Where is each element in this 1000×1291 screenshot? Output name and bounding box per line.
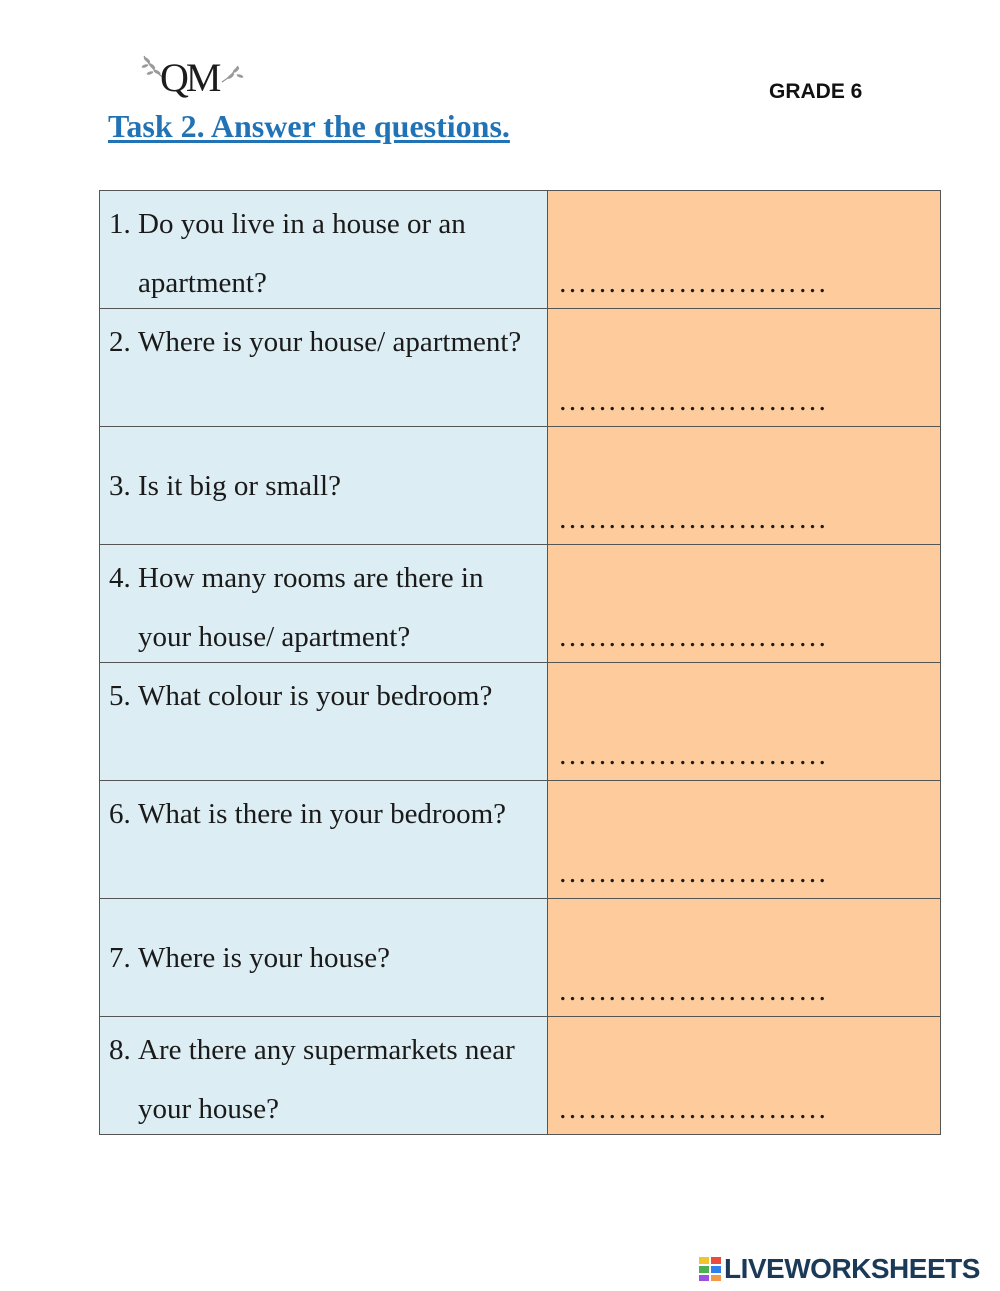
answer-cell[interactable] <box>548 309 941 427</box>
task-title: Task 2. Answer the questions. <box>108 108 510 144</box>
answer-cell[interactable] <box>548 427 941 545</box>
question-text: Are there any supermarkets near your house? <box>138 1034 515 1125</box>
logo-text: QM <box>160 55 219 100</box>
question-cell <box>100 663 548 781</box>
answer-blank[interactable]: ……………………… <box>558 503 828 535</box>
answer-blank[interactable]: ……………………… <box>558 975 828 1007</box>
table-row <box>100 899 941 1017</box>
table-row <box>100 663 941 781</box>
questions-table <box>99 190 941 1135</box>
table-row <box>100 545 941 663</box>
question-number: 7. <box>109 942 131 974</box>
table-row <box>100 191 941 309</box>
table-row <box>100 427 941 545</box>
question-number: 6. <box>109 798 131 830</box>
answer-blank[interactable]: ……………………… <box>558 857 828 889</box>
question-number: 3. <box>109 470 131 502</box>
answer-cell[interactable] <box>548 191 941 309</box>
question-number: 1. <box>109 208 131 240</box>
answer-cell[interactable] <box>548 781 941 899</box>
answer-cell[interactable] <box>548 545 941 663</box>
question-number: 2. <box>109 326 131 358</box>
question-text: What colour is your bedroom? <box>138 680 493 712</box>
question-cell <box>100 781 548 899</box>
answer-blank[interactable]: ……………………… <box>558 1093 828 1125</box>
answer-blank[interactable]: ……………………… <box>558 267 828 299</box>
brand-text: LIVEWORKSHEETS <box>724 1253 980 1284</box>
table-row <box>100 781 941 899</box>
answer-cell[interactable] <box>548 1017 941 1135</box>
question-text: Where is your house? <box>138 942 391 974</box>
answer-blank[interactable]: ……………………… <box>558 385 828 417</box>
question-cell <box>100 309 548 427</box>
liveworksheets-brand <box>698 1254 980 1284</box>
table-row <box>100 309 941 427</box>
question-text: How many rooms are there in your house/ apartment? <box>138 562 484 653</box>
question-cell <box>100 545 548 663</box>
answer-cell[interactable] <box>548 663 941 781</box>
question-cell <box>100 1017 548 1135</box>
answer-blank[interactable]: ……………………… <box>558 621 828 653</box>
question-number: 8. <box>109 1034 131 1066</box>
question-number: 5. <box>109 680 131 712</box>
liveworksheets-logo-icon <box>698 1256 722 1282</box>
question-text: What is there in your bedroom? <box>138 798 507 830</box>
question-cell <box>100 191 548 309</box>
grade-label: GRADE 6 <box>769 80 863 103</box>
question-number: 4. <box>109 562 131 594</box>
question-cell <box>100 899 548 1017</box>
answer-cell[interactable] <box>548 899 941 1017</box>
answer-blank[interactable]: ……………………… <box>558 739 828 771</box>
table-row <box>100 1017 941 1135</box>
qm-logo <box>138 48 248 106</box>
question-cell <box>100 427 548 545</box>
question-text: Is it big or small? <box>138 470 341 502</box>
question-text: Where is your house/ apartment? <box>138 326 522 358</box>
question-text: Do you live in a house or an apartment? <box>138 208 466 299</box>
